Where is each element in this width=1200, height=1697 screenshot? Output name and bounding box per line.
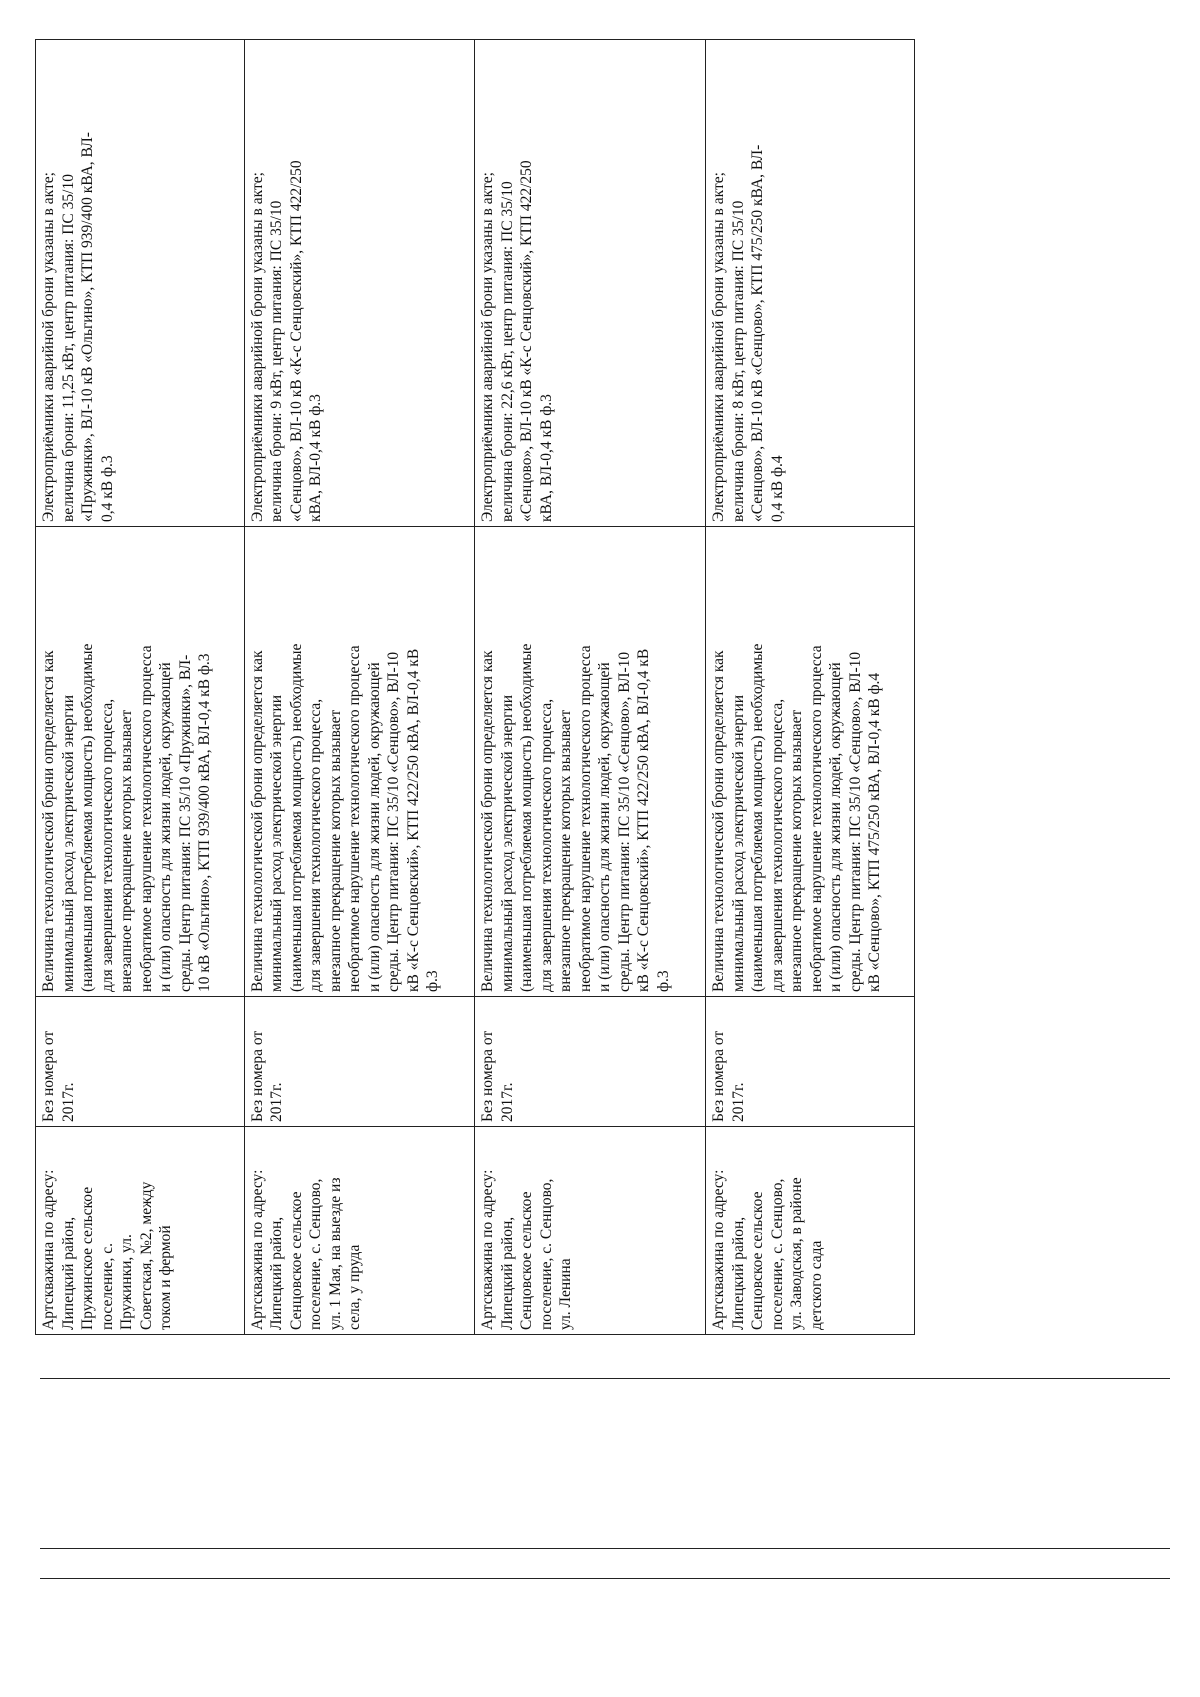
table-row bbox=[706, 40, 915, 1335]
act-number-cell: Без номера от 2017г. bbox=[475, 997, 706, 1127]
divider-line bbox=[40, 1378, 1170, 1379]
tech-reserve-cell: Величина технологической брони определяется как минимальный расход электрической энергии (наименьшая потребляемая мощность) необходимые для завершения технологического процесса, внезапное прекращение которых вызывает необратимое нарушение технологического процесса и (или) опасность для жизни людей, окружающей среды. Центр питания: ПС 35/10 «Пружинки», ВЛ- 10 кВ «Ольгино», КТП 939/400 кВА, ВЛ-0,4 кВ ф.3 bbox=[36, 527, 245, 997]
object-address-cell: Артскважина по адресу: Липецкий район, Сенцовское сельское поселение, с. Сенцово, ул. 1 Мая, на выезде из села, у пруда bbox=[244, 1127, 475, 1335]
object-address-cell: Артскважина по адресу: Липецкий район, Сенцовское сельское поселение, с. Сенцово, ул. Ленина bbox=[475, 1127, 706, 1335]
act-number-cell: Без номера от 2017г. bbox=[706, 997, 915, 1127]
tech-reserve-cell: Величина технологической брони определяется как минимальный расход электрической энергии (наименьшая потребляемая мощность) необходимые для завершения технологического процесса, внезапное прекращение которых вызывает необратимое нарушение технологического процесса и (или) опасность для жизни людей, окружающей среды. Центр питания: ПС 35/10 «Сенцово», ВЛ-10 кВ «К-с Сенцовский», КТП 422/250 кВА, ВЛ-0,4 кВ ф.3 bbox=[475, 527, 706, 997]
emergency-reserve-cell: Электроприёмники аварийной брони указаны в акте; величина брони: 22,6 кВт, центр питания: ПС 35/10 «Сенцово», ВЛ-10 кВ «К-с Сенцовский», КТП 422/250 кВА, ВЛ-0,4 кВ ф.3 bbox=[475, 40, 706, 527]
emergency-reserve-cell: Электроприёмники аварийной брони указаны в акте; величина брони: 9 кВт, центр питания: ПС 35/10 «Сенцово», ВЛ-10 кВ «К-с Сенцовский», КТП 422/250 кВА, ВЛ-0,4 кВ ф.3 bbox=[244, 40, 475, 527]
tech-reserve-cell: Величина технологической брони определяется как минимальный расход электрической энергии (наименьшая потребляемая мощность) необходимые для завершения технологического процесса, внезапное прекращение которых вызывает необратимое нарушение технологического процесса и (или) опасность для жизни людей, окружающей среды. Центр питания: ПС 35/10 «Сенцово», ВЛ-10 кВ «К-с Сенцовский», КТП 422/250 кВА, ВЛ-0,4 кВ ф.3 bbox=[244, 527, 475, 997]
emergency-reserve-cell: Электроприёмники аварийной брони указаны в акте; величина брони: 8 кВт, центр питания: ПС 35/10 «Сенцово», ВЛ-10 кВ «Сенцово», КТП 475/250 кВА, ВЛ- 0,4 кВ ф.4 bbox=[706, 40, 915, 527]
act-number-cell: Без номера от 2017г. bbox=[36, 997, 245, 1127]
table-row bbox=[475, 40, 706, 1335]
rotated-table-page bbox=[35, 40, 915, 1335]
table-row bbox=[244, 40, 475, 1335]
reserve-acts-table bbox=[35, 39, 915, 1335]
table-row bbox=[36, 40, 245, 1335]
emergency-reserve-cell: Электроприёмники аварийной брони указаны в акте; величина брони: 11,25 кВт, центр питания: ПС 35/10 «Пружинки», ВЛ-10 кВ «Ольгино», КТП 939/400 кВА, ВЛ- 0,4 кВ ф.3 bbox=[36, 40, 245, 527]
tech-reserve-cell: Величина технологической брони определяется как минимальный расход электрической энергии (наименьшая потребляемая мощность) необходимые для завершения технологического процесса, внезапное прекращение которых вызывает необратимое нарушение технологического процесса и (или) опасность для жизни людей, окружающей среды. Центр питания: ПС 35/10 «Сенцово», ВЛ-10 кВ «Сенцово», КТП 475/250 кВА, ВЛ-0,4 кВ ф.4 bbox=[706, 527, 915, 997]
object-address-cell: Артскважина по адресу: Липецкий район, Сенцовское сельское поселение, с. Сенцово, ул. Заводская, в районе детского сада bbox=[706, 1127, 915, 1335]
object-address-cell: Артскважина по адресу: Липецкий район, Пружинское сельское поселение, с. Пружинки, ул. Советская, №2, между током и фермой bbox=[36, 1127, 245, 1335]
divider-line bbox=[40, 1548, 1170, 1549]
divider-line bbox=[40, 1578, 1170, 1579]
act-number-cell: Без номера от 2017г. bbox=[244, 997, 475, 1127]
